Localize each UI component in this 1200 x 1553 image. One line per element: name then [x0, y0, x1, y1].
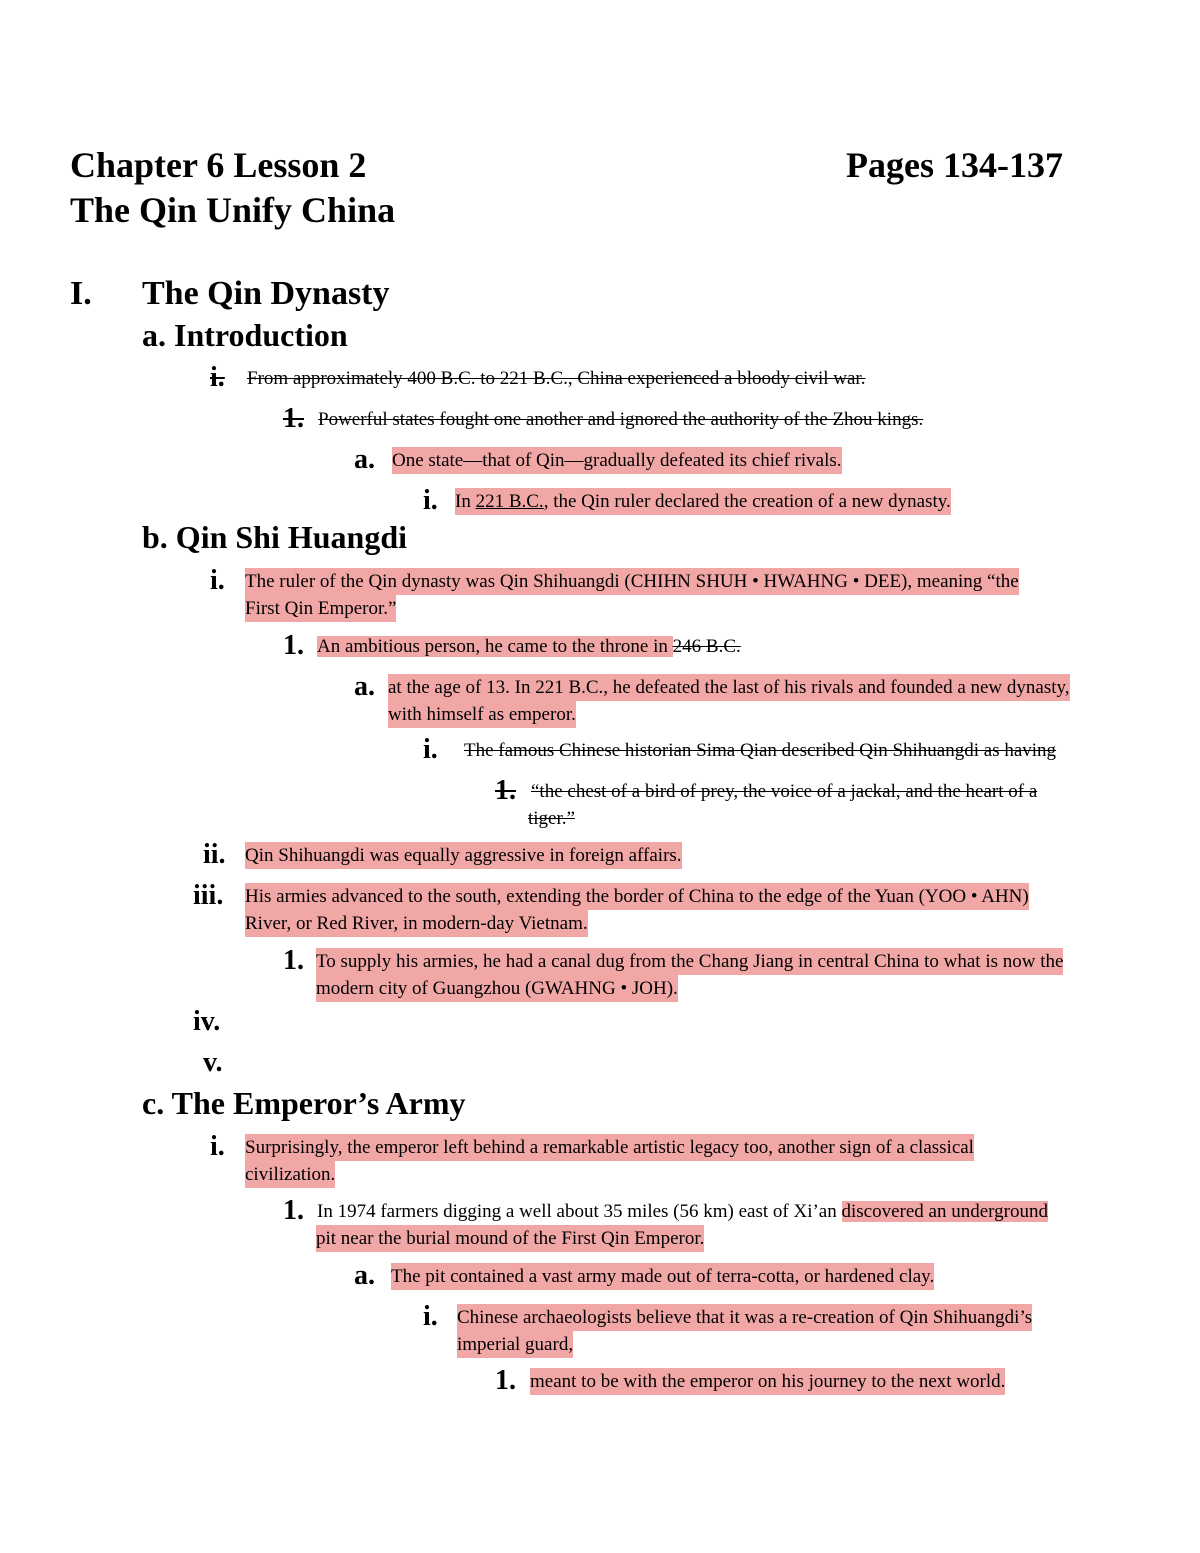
- guard-i-label: i.: [423, 1301, 438, 1332]
- foreign-ii-label: ii.: [203, 839, 226, 870]
- subsection-b-title: Qin Shi Huangdi: [175, 519, 408, 555]
- subsection-a-title: Introduction: [174, 317, 348, 353]
- ruler-1-label: 1.: [283, 630, 304, 661]
- ruler-ai1-line1: “the chest of a bird of prey, the voice of a jackal, and the heart of a: [531, 781, 1038, 802]
- legacy-i-label: i.: [210, 1131, 225, 1162]
- guard-i-line1: Chinese archaeologists believe that it was a re-creation of Qin Shihuangdi’s: [457, 1304, 1032, 1331]
- ruler-ai1-line2: tiger.”: [528, 808, 575, 829]
- armies-iii-line2: River, or Red River, in modern-day Vietnam.: [245, 910, 588, 937]
- ruler-1-struck-date: 246 B.C.: [672, 636, 741, 657]
- subsection-b-heading: [142, 517, 407, 557]
- ruler-a-line2: with himself as emperor.: [388, 701, 576, 728]
- item-v-label: v.: [203, 1047, 223, 1078]
- intro-1-label: 1.: [283, 403, 304, 434]
- item-iv-label: iv.: [193, 1006, 221, 1037]
- intro-1-text: Powerful states fought one another and ignored the authority of the Zhou kings.: [318, 409, 924, 430]
- intro-ai-pre: In: [455, 491, 476, 512]
- pit-1-line1: [317, 1198, 1048, 1225]
- legacy-i-line1: Surprisingly, the emperor left behind a remarkable artistic legacy too, another sign of a classical: [245, 1134, 974, 1161]
- armies-iii-line1: His armies advanced to the south, extending the border of China to the edge of the Yuan (YOO • AHN): [245, 883, 1029, 910]
- ruler-ai1-label: 1.: [495, 775, 516, 806]
- ruler-a-label: a.: [354, 671, 375, 702]
- pit-1-label: 1.: [283, 1195, 304, 1226]
- army-a-label: a.: [354, 1260, 375, 1291]
- intro-a-text: One state—that of Qin—gradually defeated its chief rivals.: [392, 447, 842, 474]
- canal-1-label: 1.: [283, 945, 304, 976]
- ruler-i-line2: First Qin Emperor.”: [245, 595, 396, 622]
- subsection-a-heading: [142, 315, 348, 355]
- subsection-c-title: The Emperor’s Army: [171, 1085, 466, 1121]
- ruler-ai-label: i.: [423, 734, 438, 765]
- ruler-i-label: i.: [210, 565, 225, 596]
- intro-i-label: i.: [210, 362, 225, 393]
- journey-1-label: 1.: [495, 1365, 516, 1396]
- armies-iii-label: iii.: [193, 880, 224, 911]
- intro-i-text: From approximately 400 B.C. to 221 B.C., China experienced a bloody civil war.: [247, 368, 866, 389]
- canal-1-line2: modern city of Guangzhou (GWAHNG • JOH).: [316, 975, 678, 1002]
- subsection-c-heading: [142, 1083, 466, 1123]
- pit-1-line2: pit near the burial mound of the First Qin Emperor.: [316, 1225, 704, 1252]
- ruler-1-text: [317, 633, 741, 660]
- pit-1-plain: In 1974 farmers digging a well about 35 miles (56 km) east of Xi’an: [317, 1201, 842, 1222]
- ruler-i-line1: The ruler of the Qin dynasty was Qin Shihuangdi (CHIHN SHUH • HWAHNG • DEE), meaning “the: [245, 568, 1019, 595]
- journey-1-text: meant to be with the emperor on his journey to the next world.: [530, 1368, 1005, 1395]
- canal-1-line1: To supply his armies, he had a canal dug from the Chang Jiang in central China to what is now the: [316, 948, 1063, 975]
- ruler-a-line1: at the age of 13. In 221 B.C., he defeated the last of his rivals and founded a new dynasty,: [388, 674, 1070, 701]
- pit-1-highlight: discovered an underground: [841, 1201, 1048, 1222]
- intro-ai-label: i.: [423, 485, 438, 516]
- guard-i-line2: imperial guard,: [457, 1331, 573, 1358]
- section-numeral: I.: [70, 275, 92, 312]
- intro-ai-date: 221 B.C.: [475, 491, 544, 512]
- section-heading: The Qin Dynasty: [142, 275, 390, 312]
- intro-ai-text: [455, 488, 951, 515]
- ruler-1-highlight: An ambitious person, he came to the throne in: [317, 636, 673, 657]
- foreign-ii-text: Qin Shihuangdi was equally aggressive in foreign affairs.: [245, 842, 682, 869]
- subsection-b-label: b.: [142, 519, 168, 555]
- subsection-a-label: a.: [142, 317, 166, 353]
- intro-a-label: a.: [354, 444, 375, 475]
- subsection-c-label: c.: [142, 1085, 165, 1121]
- lesson-title: The Qin Unify China: [70, 190, 396, 230]
- ruler-ai-text: The famous Chinese historian Sima Qian described Qin Shihuangdi as having: [464, 740, 1057, 761]
- page-range: Pages 134-137: [846, 145, 1063, 185]
- legacy-i-line2: civilization.: [245, 1161, 335, 1188]
- army-a-text: The pit contained a vast army made out of terra-cotta, or hardened clay.: [391, 1263, 934, 1290]
- chapter-title: Chapter 6 Lesson 2: [70, 145, 367, 185]
- intro-ai-post: , the Qin ruler declared the creation of a new dynasty.: [543, 491, 951, 512]
